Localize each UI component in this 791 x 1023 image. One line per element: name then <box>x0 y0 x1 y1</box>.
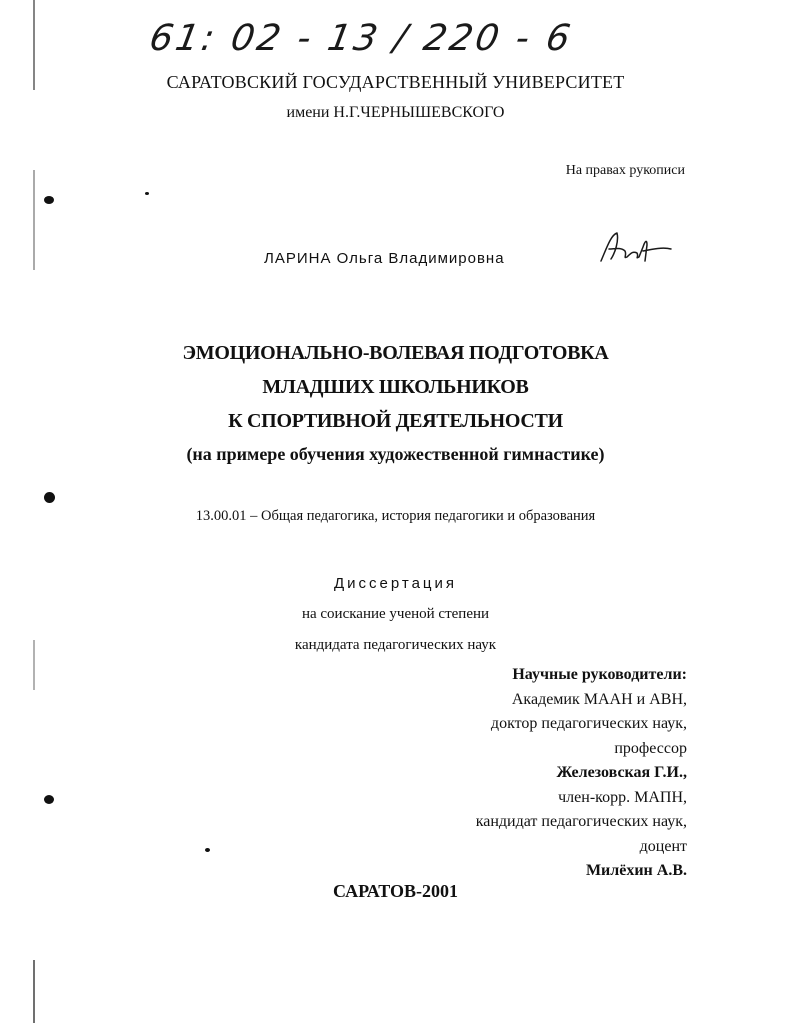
supervisor-2-degree: кандидат педагогических наук, <box>475 813 687 830</box>
title-subtitle: (на примере обучения художественной гимнастике) <box>186 444 605 464</box>
title-line-1: ЭМОЦИОНАЛЬНО-ВОЛЕВАЯ ПОДГОТОВКА <box>182 342 609 364</box>
supervisor-1-name: Железовская Г.И., <box>556 764 687 781</box>
degree-line-2: кандидата педагогических наук <box>294 637 497 653</box>
supervisor-2-title: член-корр. МАПН, <box>558 788 687 806</box>
scan-speck <box>44 795 54 804</box>
scan-speck <box>145 192 149 195</box>
supervisor-1-rank: профессор <box>614 739 687 757</box>
author-name: ЛАРИНА Ольга Владимировна <box>264 250 505 267</box>
scan-speck <box>44 196 54 204</box>
supervisor-1-degree: доктор педагогических наук, <box>490 715 687 732</box>
supervisor-1-title: Академик МААН и АВН, <box>511 690 687 708</box>
degree-line-1: на соискание ученой степени <box>301 606 490 622</box>
institution-named-after: имени Н.Г.ЧЕРНЫШЕВСКОГО <box>286 104 505 121</box>
manuscript-rights-note: На правах рукописи <box>565 163 685 178</box>
supervisor-2-name: Милёхин А.В. <box>585 862 687 879</box>
dissertation-label: Диссертация <box>333 575 458 592</box>
catalog-code-handwritten: 61: 02 - 13 / 220 - 6 <box>146 18 577 59</box>
author-signature <box>597 227 673 267</box>
city-year-footer: САРАТОВ-2001 <box>333 881 458 901</box>
supervisor-2-rank: доцент <box>639 837 687 855</box>
supervisors-block <box>476 663 687 884</box>
title-line-2: МЛАДШИХ ШКОЛЬНИКОВ <box>262 376 529 398</box>
scan-speck <box>44 492 55 503</box>
scan-speck <box>205 848 210 852</box>
specialty-code: 13.00.01 – Общая педагогика, история педагогики и образования <box>195 508 596 524</box>
title-line-3: К СПОРТИВНОЙ ДЕЯТЕЛЬНОСТИ <box>228 410 563 432</box>
institution-name: САРАТОВСКИЙ ГОСУДАРСТВЕННЫЙ УНИВЕРСИТЕТ <box>166 72 625 92</box>
supervisors-heading: Научные руководители: <box>512 666 687 683</box>
